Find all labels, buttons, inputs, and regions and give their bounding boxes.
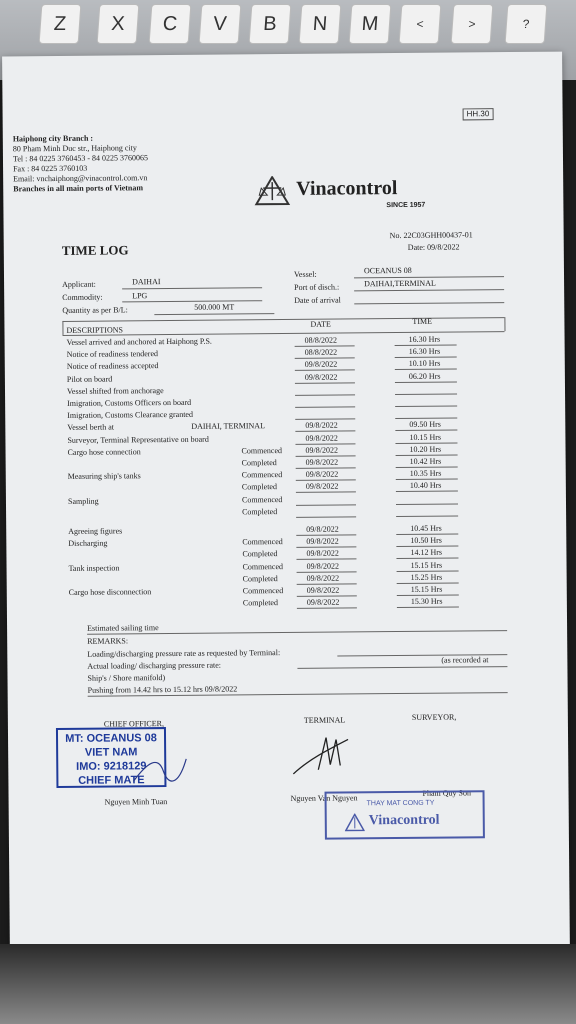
time-underline — [397, 570, 459, 572]
row-description: Measuring ship's tanks — [67, 471, 141, 482]
date-underline — [295, 443, 355, 445]
row-time: 16.30 Hrs — [408, 334, 441, 344]
port-value: DAIHAI,TERMINAL — [364, 278, 436, 289]
key-x: X — [97, 4, 140, 44]
row-description: Vessel shifted from anchorage — [66, 385, 164, 396]
row-status: Completed — [241, 458, 277, 468]
row-description: Discharging — [68, 538, 108, 549]
branch-address: 80 Pham Minh Duc str., Haiphong city — [12, 143, 137, 154]
chief-officer-signature — [128, 751, 188, 792]
row-description: Surveyor, Terminal Representative on board — [67, 434, 209, 445]
row-time: 10.45 Hrs — [410, 523, 442, 533]
date-underline — [296, 516, 356, 518]
row-time: 14.12 Hrs — [410, 548, 443, 558]
key-c: C — [149, 4, 192, 44]
row-description: Cargo hose disconnection — [68, 587, 152, 597]
stamp-logo-icon — [345, 813, 365, 831]
key-m: M — [349, 4, 392, 44]
time-underline — [395, 381, 457, 383]
row-description: Pilot on board — [66, 374, 113, 384]
row-time: 16.30 Hrs — [408, 346, 441, 357]
row-time: 15.15 Hrs — [410, 584, 443, 594]
date-underline — [295, 358, 355, 360]
company-name: Vinacontrol — [296, 177, 398, 200]
row-time: 10.40 Hrs — [409, 481, 442, 491]
commodity-label: Commodity: — [62, 292, 103, 302]
row-date: 09/8/2022 — [306, 548, 339, 559]
time-underline — [395, 369, 457, 371]
key-slash: ? — [505, 4, 548, 44]
date-underline — [295, 382, 355, 384]
row-date: 09/8/2022 — [305, 445, 339, 455]
time-log-document — [2, 52, 570, 957]
key-v: V — [199, 4, 242, 44]
row-description: Notice of readiness tendered — [66, 349, 159, 360]
background-surface — [0, 944, 576, 1024]
date-underline — [295, 345, 355, 347]
row-description: Agreeing figures — [68, 526, 123, 536]
chief-mate-stamp: MT: OCEANUS 08 VIET NAM IMO: 9218129 CHIEF MATE — [56, 727, 167, 788]
row-date: 09/8/2022 — [306, 585, 340, 595]
branch-name: Haiphong city Branch : — [12, 133, 94, 144]
row-time: 15.25 Hrs — [410, 572, 443, 582]
branch-fax: Fax : 84 0225 3760103 — [13, 163, 88, 174]
key-n: N — [299, 4, 342, 44]
date-underline — [295, 406, 355, 408]
row-date: 09/8/2022 — [306, 561, 340, 571]
quantity-label: Quantity as per B/L: — [62, 305, 128, 315]
vinacontrol-stamp: THAY MAT CONG TY Vinacontrol — [325, 790, 485, 839]
row-status: Commenced — [242, 586, 284, 596]
row-date: 09/8/2022 — [304, 372, 338, 382]
row-description: Tank inspection — [68, 563, 120, 573]
date-underline — [297, 583, 357, 585]
remarks-label: REMARKS: — [87, 636, 129, 646]
row-description: Sampling — [67, 496, 99, 506]
remarks-line-4: Pushing from 14.42 hrs to 15.12 hrs 09/8/2022 — [87, 684, 238, 695]
row-date: 09/8/2022 — [306, 573, 340, 583]
date-underline — [296, 534, 356, 536]
row-time: 10.10 Hrs — [408, 359, 441, 369]
chief-officer-label: CHIEF OFFICER, — [103, 719, 164, 729]
time-underline — [396, 533, 458, 535]
surveyor-name: Pham Quy Son — [422, 788, 472, 798]
remarks-line-2: Actual loading/ discharging pressure rate: — [87, 660, 222, 671]
remarks-line-3: Ship's / Shore manifold) — [87, 673, 166, 683]
date-underline — [296, 504, 356, 506]
row-status: Completed — [242, 598, 279, 608]
header-descriptions: DESCRIPTIONS — [66, 325, 123, 335]
remarks-line-2-value: (as recorded at — [441, 655, 489, 665]
date-underline — [295, 431, 355, 433]
date-underline — [295, 419, 355, 421]
row-time: 06.20 Hrs — [408, 371, 441, 381]
date-underline — [296, 492, 356, 494]
remarks-line-1: Loading/discharging pressure rate as requested by Terminal: — [87, 648, 281, 659]
port-label: Port of disch.: — [294, 282, 340, 292]
time-underline — [395, 442, 457, 444]
document-number: No. 22C03GHH00437-01 — [389, 230, 473, 241]
time-underline — [395, 430, 457, 432]
header-date: DATE — [310, 319, 331, 329]
applicant-value: DAIHAI — [132, 277, 161, 287]
row-time: 15.15 Hrs — [410, 560, 443, 570]
branch-list: Branches in all main ports of Vietnam — [13, 183, 144, 194]
chief-officer-name: Nguyen Minh Tuan — [104, 797, 168, 807]
time-underline — [395, 357, 457, 359]
row-description: Cargo hose connection — [67, 447, 141, 457]
time-underline — [395, 345, 457, 347]
branch-email: Email: vnchaiphong@vinacontrol.com.vn — [13, 173, 148, 184]
row-description: Vessel berth at — [67, 422, 115, 433]
row-berth: DAIHAI, TERMINAL — [191, 421, 265, 432]
date-underline — [296, 467, 356, 469]
row-date: 09/8/2022 — [305, 433, 338, 443]
row-date: 09/8/2022 — [306, 536, 339, 547]
row-time: 15.30 Hrs — [410, 596, 443, 607]
key-comma: < — [399, 4, 442, 44]
row-description: Notice of readiness accepted — [66, 361, 159, 372]
row-status: Commenced — [242, 561, 284, 571]
vessel-value: OCEANUS 08 — [363, 265, 412, 276]
row-time: 10.35 Hrs — [409, 468, 442, 479]
date-underline — [297, 608, 357, 610]
row-date: 09/8/2022 — [305, 469, 339, 480]
key-z: Z — [39, 4, 82, 44]
row-description: Vessel arrived and anchored at Haiphong P.S. — [66, 336, 212, 347]
time-underline — [396, 479, 458, 481]
page-title: TIME LOG — [61, 242, 129, 258]
date-underline — [297, 595, 357, 597]
row-time: 10.42 Hrs — [409, 456, 442, 466]
date-underline — [296, 547, 356, 549]
row-status: Completed — [242, 573, 278, 584]
company-since: SINCE 1957 — [386, 201, 426, 210]
time-underline — [395, 418, 457, 420]
row-status: Commenced — [241, 470, 283, 480]
row-date: 09/8/2022 — [306, 597, 340, 608]
terminal-label: TERMINAL — [303, 715, 346, 725]
time-underline — [397, 582, 459, 584]
row-date: 09/8/2022 — [304, 359, 338, 370]
date-underline — [296, 455, 356, 457]
date-underline — [295, 370, 355, 372]
row-date: 08/8/2022 — [304, 335, 338, 345]
row-description: Imigration, Customs Clearance granted — [67, 409, 194, 421]
time-underline — [395, 393, 457, 395]
row-date: 08/8/2022 — [304, 347, 338, 358]
date-underline — [296, 559, 356, 561]
sailing-label: Estimated sailing time — [87, 623, 159, 633]
ref-code: HH.30 — [463, 108, 494, 120]
surveyor-label: SURVEYOR, — [411, 712, 457, 722]
date-underline — [296, 480, 356, 482]
row-time: 10.50 Hrs — [410, 535, 442, 546]
row-time: 10.20 Hrs — [409, 444, 442, 454]
terminal-signature — [288, 729, 358, 780]
document-date: Date: 09/8/2022 — [407, 242, 460, 252]
row-status: Commenced — [242, 537, 283, 547]
row-status: Commenced — [241, 494, 283, 504]
row-date: 09/8/2022 — [306, 524, 339, 534]
row-time: 09.50 Hrs — [409, 420, 441, 430]
terminal-name: Nguyen Van Nguyen — [290, 793, 358, 803]
quantity-value: 500.000 MT — [194, 302, 235, 312]
row-status: Completed — [242, 549, 278, 559]
row-date: 09/8/2022 — [305, 481, 339, 492]
time-underline — [396, 546, 458, 548]
row-time: 10.15 Hrs — [409, 432, 442, 442]
time-underline — [396, 503, 458, 505]
time-underline — [395, 406, 457, 408]
time-underline — [396, 454, 458, 456]
row-date: 09/8/2022 — [305, 457, 339, 467]
time-underline — [396, 467, 458, 469]
vessel-label: Vessel: — [293, 269, 317, 279]
row-status: Completed — [241, 482, 277, 492]
time-underline — [396, 515, 458, 517]
time-underline — [397, 594, 459, 596]
row-status: Commenced — [241, 445, 283, 456]
time-underline — [396, 491, 458, 493]
key-period: > — [451, 4, 494, 44]
date-underline — [297, 571, 357, 573]
key-b: B — [249, 4, 292, 44]
commodity-value: LPG — [132, 291, 148, 301]
applicant-label: Applicant: — [62, 279, 96, 289]
row-description: Imigration, Customs Officers on board — [67, 397, 192, 408]
date-underline — [295, 394, 355, 396]
arrival-label: Date of arrival — [294, 295, 341, 305]
row-date: 09/8/2022 — [305, 420, 338, 431]
time-underline — [396, 558, 458, 560]
header-time: TIME — [412, 316, 433, 326]
branch-tel: Tel : 84 0225 3760453 - 84 0225 3760065 — [12, 153, 149, 164]
row-status: Completed — [242, 506, 278, 517]
scales-icon — [254, 176, 290, 206]
time-underline — [397, 607, 459, 609]
